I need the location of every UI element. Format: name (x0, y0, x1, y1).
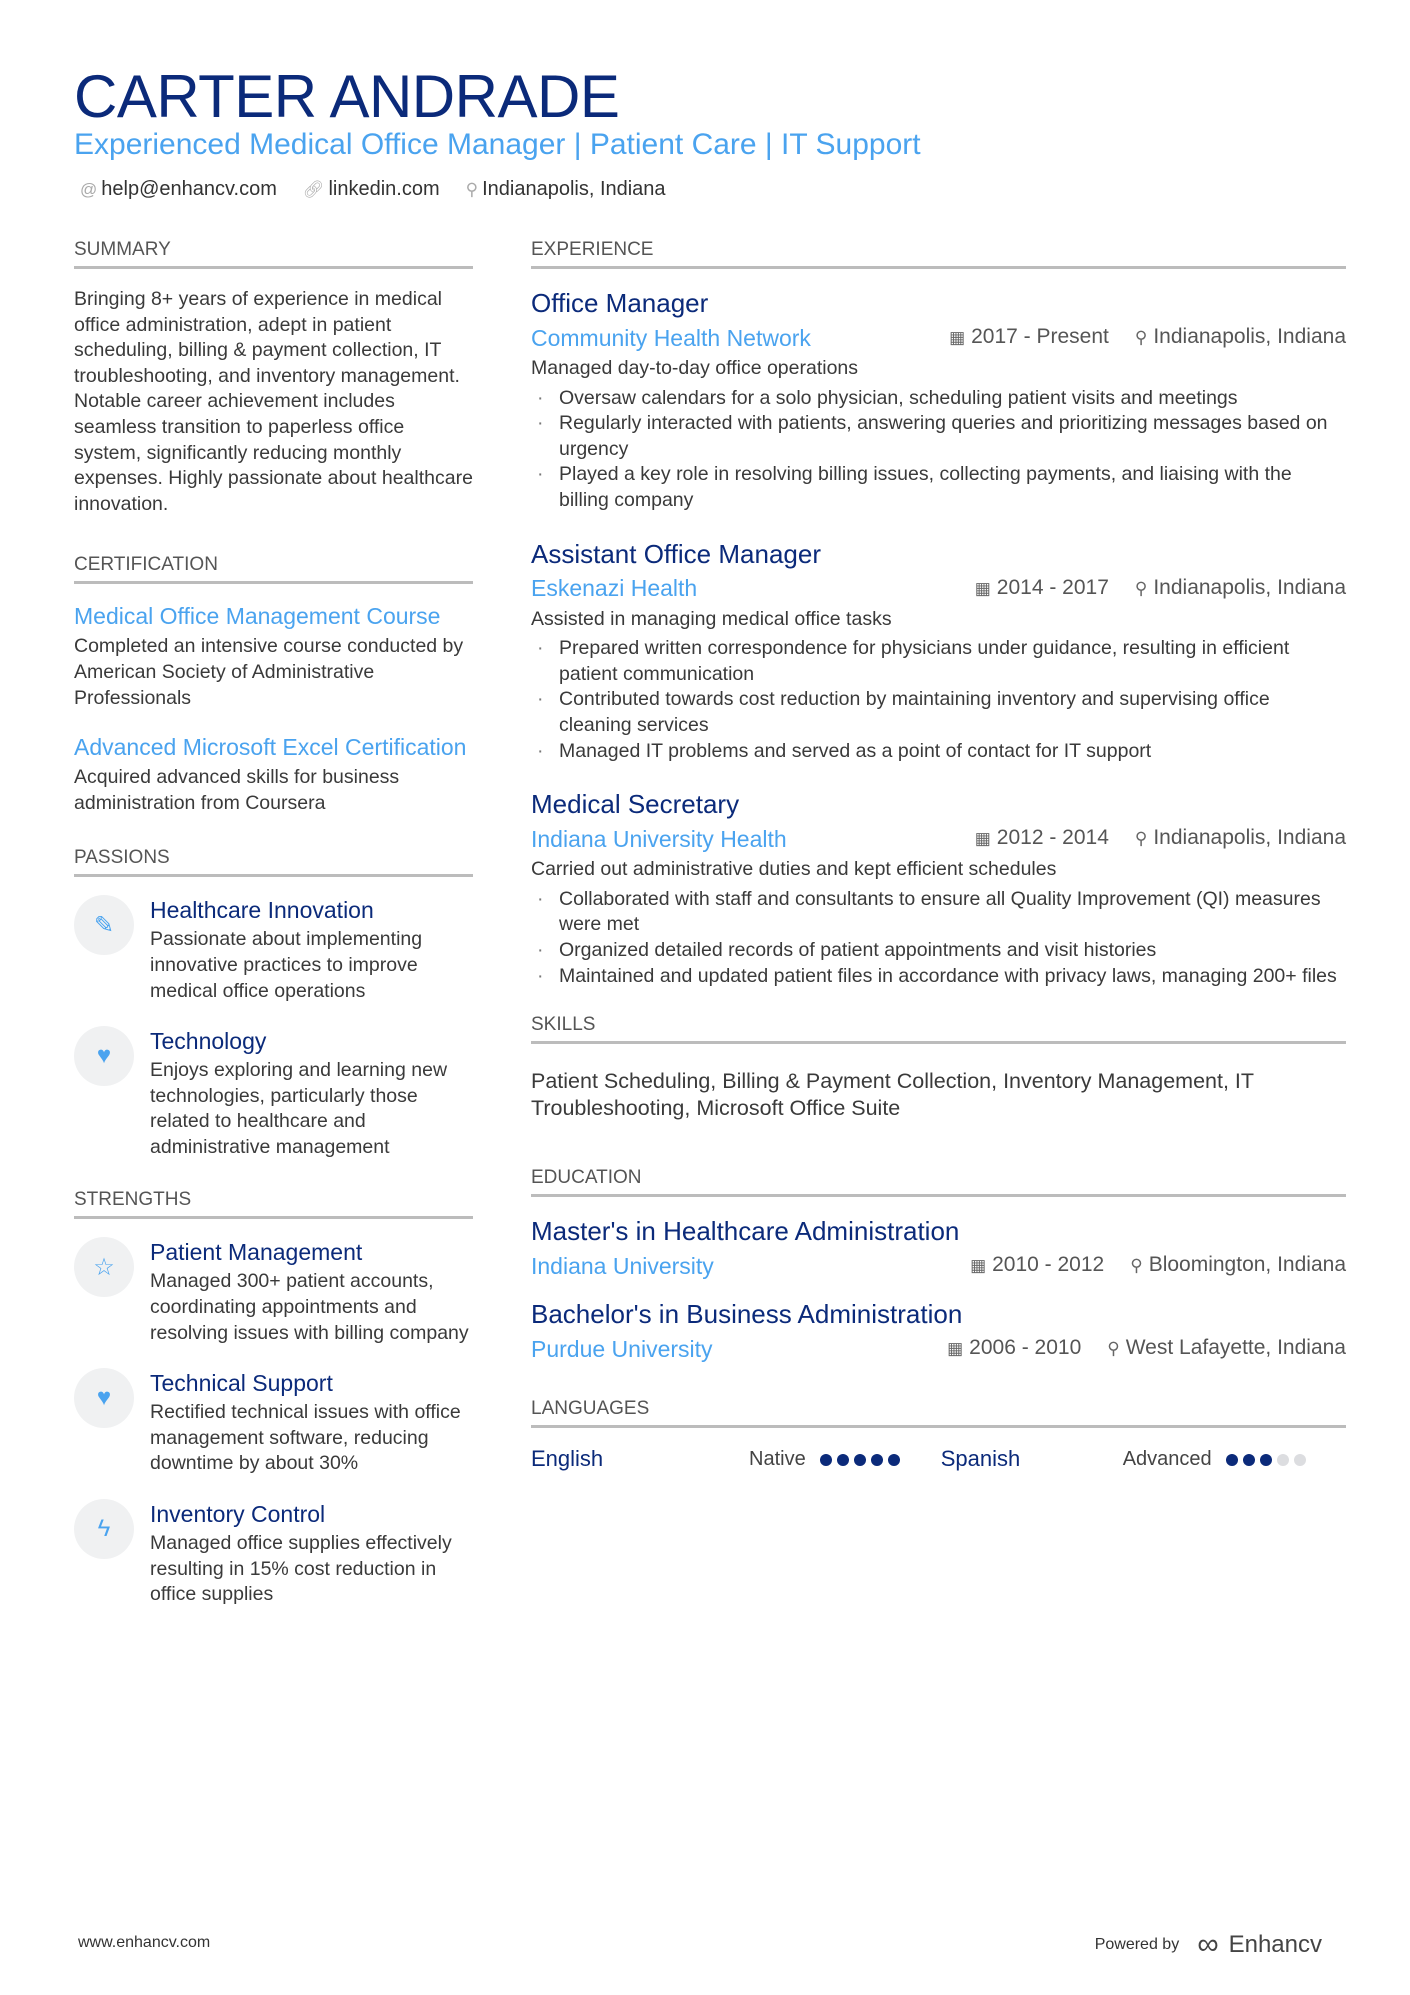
certification-desc: Completed an intensive course conducted by American Society of Administrative Professionals (74, 635, 464, 709)
summary-text: Bringing 8+ years of experience in medical office administration, adept in patient scheduling, billing & payment collection, IT troubleshooting, and inventory management. Notable career achievement includes seamless transition to paperless office system, significantly reducing monthly expenses. Highly passionate about healthcare innovation. (74, 288, 473, 515)
powered-by: Powered by (1094, 1936, 1180, 1953)
contact-info (80, 178, 666, 201)
brand-name: Enhancv (1228, 1931, 1322, 1958)
section-heading: CERTIFICATION (74, 553, 473, 584)
language-rating (820, 1446, 905, 1472)
section-heading: EXPERIENCE (531, 238, 1346, 269)
section-heading: PASSIONS (74, 846, 473, 877)
heart-icon: ♥ (74, 1026, 134, 1086)
location-pin-icon: ⚲ (1134, 829, 1148, 849)
certification-desc: Acquired advanced skills for business administration from Coursera (74, 766, 400, 814)
right-column (531, 238, 1346, 1472)
location-pin-icon: ⚲ (1130, 1256, 1143, 1276)
certification-item (74, 733, 473, 816)
star-icon: ☆ (74, 1237, 134, 1297)
strength-desc: Managed 300+ patient accounts, coordinating appointments and resolving issues with billing company (150, 1270, 469, 1344)
bolt-icon: ϟ (74, 1499, 134, 1559)
job-bullet: · Organized detailed records of patient appointments and visit histories (531, 938, 1346, 964)
section-heading: SKILLS (531, 1013, 1346, 1044)
school-name: Indiana University (531, 1252, 714, 1279)
rating-dot (1226, 1454, 1238, 1466)
strength-title: Inventory Control (150, 1501, 326, 1528)
job-title: Medical Secretary (531, 789, 740, 820)
location: Indianapolis, Indiana (482, 178, 666, 200)
left-column (74, 238, 473, 1632)
education-entry (531, 1298, 1346, 1367)
section-heading: EDUCATION (531, 1166, 1346, 1197)
enhancv-logo (1197, 1928, 1322, 1962)
school-name: Purdue University (531, 1335, 713, 1362)
link-icon: 🔗︎ (302, 180, 325, 199)
passion-desc: Enjoys exploring and learning new technologies, particularly those related to healthcare and administrative management (150, 1059, 448, 1158)
rating-dot (820, 1454, 832, 1466)
calendar-icon: ▦ (974, 829, 991, 849)
magic-wand-icon: ✎ (74, 895, 134, 955)
job-location: Indianapolis, Indiana (1153, 325, 1346, 348)
section-heading: LANGUAGES (531, 1397, 1346, 1428)
heart-icon: ♥ (74, 1368, 134, 1428)
education-location: West Lafayette, Indiana (1125, 1336, 1346, 1360)
job-description: Assisted in managing medical office tasks (531, 607, 892, 630)
passion-item (74, 1026, 473, 1160)
footer-website[interactable]: www.enhancv.com (78, 1934, 211, 1951)
job-bullet: · Maintained and updated patient files in accordance with privacy laws, managing 200+ files (531, 964, 1346, 990)
passion-title: Technology (150, 1028, 267, 1055)
education-dates: 2006 - 2010 (969, 1336, 1082, 1360)
job-entry (531, 788, 1346, 989)
strength-desc: Rectified technical issues with office management software, reducing downtime by about 30% (150, 1401, 461, 1475)
calendar-icon: ▦ (949, 328, 966, 347)
degree: Bachelor's in Business Administration (531, 1299, 963, 1330)
location-pin-icon: ⚲ (1134, 328, 1148, 347)
location-pin-icon: ⚲ (1134, 578, 1148, 598)
job-bullet: · Prepared written correspondence for physicians under guidance, resulting in efficient patient communication (531, 636, 1346, 687)
job-dates: 2017 - Present (971, 325, 1109, 348)
certification-title: Advanced Microsoft Excel Certification (74, 734, 467, 761)
job-location: Indianapolis, Indiana (1153, 575, 1346, 599)
footer-branding (1095, 1928, 1322, 1962)
degree: Master's in Healthcare Administration (531, 1216, 960, 1247)
education-location: Bloomington, Indiana (1148, 1253, 1346, 1277)
language-rating (1226, 1446, 1311, 1472)
language-name: Spanish (940, 1446, 1021, 1472)
job-bullet: · Regularly interacted with patients, answering queries and prioritizing messages based on urgency (531, 411, 1346, 462)
job-dates: 2014 - 2017 (996, 575, 1109, 599)
languages-row (531, 1446, 1346, 1472)
job-bullet: · Managed IT problems and served as a point of contact for IT support (531, 739, 1346, 765)
language-name: English (531, 1446, 604, 1472)
job-description: Managed day-to-day office operations (531, 357, 859, 379)
job-entry (531, 287, 1346, 514)
rating-dot (837, 1454, 849, 1466)
rating-dot (888, 1454, 900, 1466)
strength-item (74, 1499, 473, 1608)
section-heading: STRENGTHS (74, 1188, 473, 1219)
rating-dot (854, 1454, 866, 1466)
language-level: Native (749, 1447, 806, 1470)
certification-item (74, 602, 473, 711)
strength-item (74, 1368, 473, 1477)
job-location: Indianapolis, Indiana (1153, 826, 1346, 850)
rating-dot (1260, 1454, 1272, 1466)
passion-title: Healthcare Innovation (150, 897, 374, 924)
skills-text: Patient Scheduling, Billing & Payment Collection, Inventory Management, IT Troubleshooting, Microsoft Office Suite (531, 1069, 1254, 1121)
job-bullet: · Oversaw calendars for a solo physician, scheduling patient visits and meetings (531, 386, 1346, 412)
education-entry (531, 1215, 1346, 1284)
job-bullet: · Collaborated with staff and consultants to ensure all Quality Improvement (QI) measures were met (531, 887, 1346, 938)
job-title: Assistant Office Manager (531, 538, 821, 569)
linkedin[interactable]: linkedin.com (328, 178, 440, 200)
company-name: Indiana University Health (531, 825, 787, 852)
job-title: Office Manager (531, 288, 709, 318)
section-heading: SUMMARY (74, 238, 473, 269)
infinity-icon: ∞ (1197, 1928, 1219, 1961)
calendar-icon: ▦ (947, 1339, 964, 1359)
job-dates: 2012 - 2014 (996, 826, 1109, 850)
job-entry (531, 538, 1346, 765)
language-level: Advanced (1122, 1447, 1212, 1470)
job-bullet: · Played a key role in resolving billing issues, collecting payments, and liaising with the billing company (531, 462, 1346, 513)
calendar-icon: ▦ (974, 578, 991, 598)
at-icon: @ (80, 180, 98, 199)
strength-desc: Managed office supplies effectively resulting in 15% cost reduction in office supplies (150, 1532, 452, 1606)
strength-item (74, 1237, 473, 1346)
job-description: Carried out administrative duties and kept efficient schedules (531, 858, 1057, 881)
email[interactable]: help@enhancv.com (101, 178, 277, 200)
education-dates: 2010 - 2012 (992, 1253, 1105, 1277)
strength-title: Patient Management (150, 1239, 363, 1266)
certification-title: Medical Office Management Course (74, 603, 441, 630)
company-name: Eskenazi Health (531, 575, 698, 602)
rating-dot (1243, 1454, 1255, 1466)
strength-title: Technical Support (150, 1370, 333, 1397)
location-pin-icon: ⚲ (1107, 1339, 1120, 1359)
calendar-icon: ▦ (970, 1256, 987, 1276)
candidate-name: CARTER ANDRADE (74, 63, 620, 130)
headline: Experienced Medical Office Manager | Patient Care | IT Support (74, 128, 921, 161)
rating-dot (1294, 1454, 1306, 1466)
rating-dot (871, 1454, 883, 1466)
passion-desc: Passionate about implementing innovative practices to improve medical office operations (150, 928, 423, 1002)
passion-item (74, 895, 473, 1004)
job-bullet: · Contributed towards cost reduction by maintaining inventory and supervising office cleaning services (531, 687, 1346, 738)
location-pin-icon: ⚲ (465, 180, 479, 199)
rating-dot (1277, 1454, 1289, 1466)
company-name: Community Health Network (531, 324, 811, 351)
